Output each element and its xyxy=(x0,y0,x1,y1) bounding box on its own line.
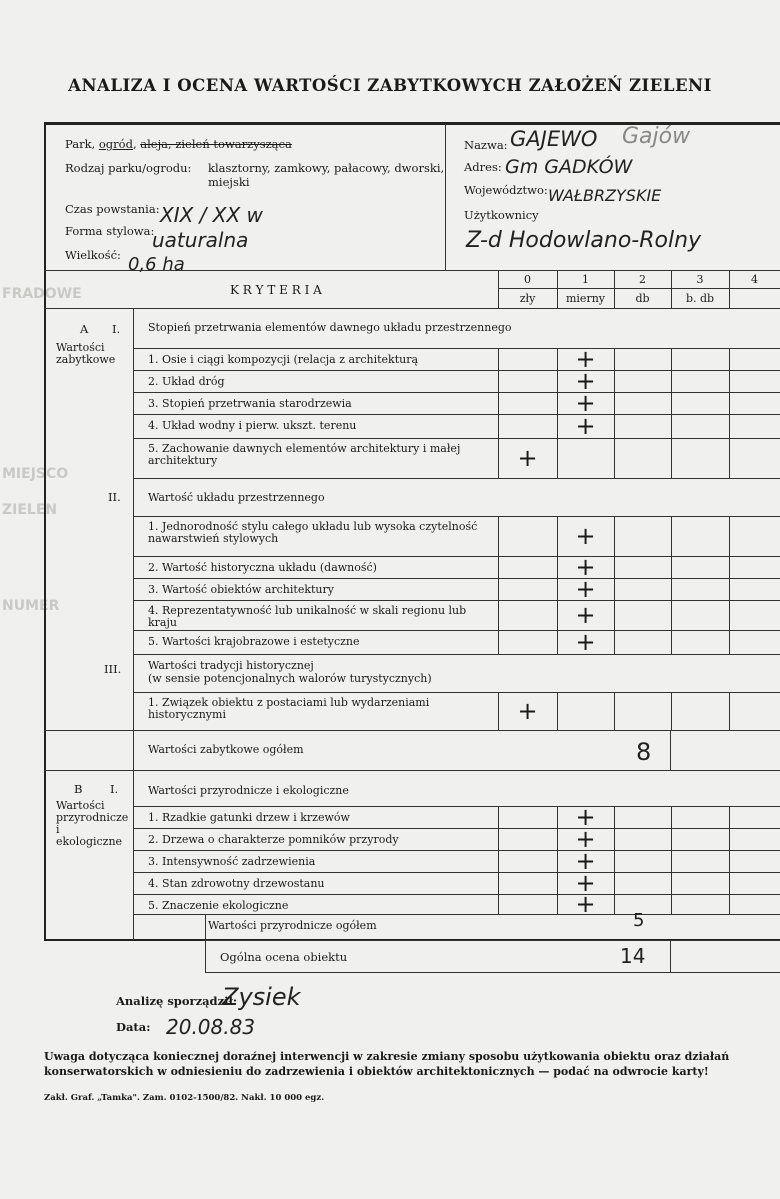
col-line xyxy=(729,600,730,630)
criteria-item: 5. Wartości krajobrazowe i estetyczne xyxy=(148,635,360,648)
col-line xyxy=(729,392,730,414)
check-mark: + xyxy=(575,803,596,831)
col-line xyxy=(498,806,499,828)
col-line xyxy=(729,806,730,828)
row-line xyxy=(133,478,780,479)
col-line xyxy=(614,578,615,600)
forma-label: Forma stylowa: xyxy=(65,224,155,238)
col-line xyxy=(557,516,558,556)
col-line xyxy=(729,438,730,478)
criteria-item: 1. Jednorodność stylu całego układu lub wysoka czytelność nawarstwień stylowych xyxy=(148,520,478,545)
criteria-item: 3. Stopień przetrwania starodrzewia xyxy=(148,397,352,410)
criteria-item: 1. Związek obiektu z postaciami lub wydarzeniami historycznymi xyxy=(148,696,430,721)
col-line xyxy=(498,578,499,600)
rodzaj-options-line1: klasztorny, zamkowy, pałacowy, dworski, xyxy=(208,161,445,175)
col-line xyxy=(671,370,672,392)
group-title: (w sensie potencjonalnych walorów turystycznych) xyxy=(148,672,432,685)
criteria-item: 2. Drzewa o charakterze pomników przyrody xyxy=(148,833,399,846)
col-line xyxy=(614,438,615,478)
col-line xyxy=(671,850,672,872)
col-line xyxy=(557,894,558,914)
row-line xyxy=(133,654,780,655)
criteria-item: 3. Wartość obiektów architektury xyxy=(148,583,334,596)
adres-value: Gm GADKÓW xyxy=(505,156,633,178)
col-line xyxy=(498,370,499,392)
nazwa-label: Nazwa: xyxy=(464,138,508,152)
col-line xyxy=(614,516,615,556)
col-line xyxy=(614,872,615,894)
date-value: 20.08.83 xyxy=(166,1015,256,1039)
row-line xyxy=(133,392,780,393)
czas-label: Czas powstania: xyxy=(65,202,160,216)
check-mark: + xyxy=(517,444,538,472)
col-2-num: 2 xyxy=(639,273,646,286)
row-line xyxy=(133,872,780,873)
group-title: Stopień przetrwania elementów dawnego układu przestrzennego xyxy=(148,321,512,334)
col-line xyxy=(671,556,672,578)
rodzaj-label: Rodzaj parku/ogrodu: xyxy=(65,161,192,175)
col-line xyxy=(557,556,558,578)
col-2-label: db xyxy=(635,292,650,305)
col-line xyxy=(498,894,499,914)
wojewodztwo-label: Województwo: xyxy=(464,183,548,197)
col-line xyxy=(614,828,615,850)
col-3-label: b. db xyxy=(685,292,715,305)
wielkosc-label: Wielkość: xyxy=(65,248,121,262)
criteria-item: 4. Reprezentatywność lub unikalność w skali regionu lub kraju xyxy=(148,604,467,629)
check-mark: + xyxy=(575,628,596,656)
col-line xyxy=(498,630,499,654)
criteria-item: 1. Osie i ciągi kompozycji (relacja z architekturą xyxy=(148,353,419,366)
date-label: Data: xyxy=(116,1020,151,1034)
col-line xyxy=(557,578,558,600)
section-b-title: Wartości przyrodnicze i ekologiczne xyxy=(56,799,129,848)
analysis-signature: Zysiek xyxy=(222,983,301,1011)
col-line xyxy=(557,806,558,828)
col-line xyxy=(614,850,615,872)
check-mark: + xyxy=(575,601,596,629)
check-mark: + xyxy=(575,345,596,373)
section-b-main: B xyxy=(74,782,83,796)
section-a-title: Wartości zabytkowe xyxy=(56,341,116,366)
row-line xyxy=(133,414,780,415)
col-line xyxy=(729,556,730,578)
col-line xyxy=(671,578,672,600)
criteria-item: 3. Intensywność zadrzewienia xyxy=(148,855,316,868)
group-title: Wartość układu przestrzennego xyxy=(148,491,325,504)
col-line xyxy=(557,438,558,478)
row-line xyxy=(133,438,780,439)
col-1-label: mierny xyxy=(565,292,605,305)
col-line xyxy=(498,392,499,414)
col-line xyxy=(671,872,672,894)
col-line xyxy=(614,894,615,914)
analysis-label: Analizę sporządził: xyxy=(116,994,238,1008)
col-line xyxy=(614,370,615,392)
section-a-main: A xyxy=(80,322,89,336)
park-label: Park, ogród, aleja, zieleń towarzysząca xyxy=(65,137,292,151)
col-line xyxy=(729,414,730,438)
col-line xyxy=(729,370,730,392)
col-0-label: zły xyxy=(519,292,536,305)
page-title: ANALIZA I OCENA WARTOŚCI ZABYTKOWYCH ZAŁOŻEŃ ZIELENI xyxy=(68,76,712,95)
check-mark: + xyxy=(575,575,596,603)
criteria-item: 1. Rzadkie gatunki drzew i krzewów xyxy=(148,811,350,824)
col-line xyxy=(498,692,499,730)
row-line xyxy=(133,914,780,915)
col-4-num: 4 xyxy=(751,273,758,286)
section-b-roman: I. xyxy=(110,782,119,796)
col-line xyxy=(729,516,730,556)
criteria-header-bottom xyxy=(44,308,780,309)
criteria-item: 2. Układ dróg xyxy=(148,375,225,388)
row-line xyxy=(133,370,780,371)
col-line xyxy=(498,556,499,578)
check-mark: + xyxy=(575,553,596,581)
col-line xyxy=(557,414,558,438)
criteria-item: 4. Stan zdrowotny drzewostanu xyxy=(148,877,325,890)
section-label-divider xyxy=(133,308,134,940)
col-line xyxy=(498,414,499,438)
row-line xyxy=(133,692,780,693)
col-line xyxy=(557,872,558,894)
print-info: Zakł. Graf. „Tamka". Zam. 0102-1500/82. Nakł. 10 000 egz. xyxy=(44,1093,325,1103)
section-b-top-line xyxy=(44,770,780,771)
col-line xyxy=(498,850,499,872)
check-mark: + xyxy=(575,389,596,417)
criteria-item: 4. Układ wodny i pierw. ukszt. terenu xyxy=(148,419,357,432)
wielkosc-value: 0,6 ha xyxy=(128,254,185,275)
total-label: Wartości zabytkowe ogółem xyxy=(148,743,304,756)
col-line xyxy=(729,850,730,872)
col-line xyxy=(498,828,499,850)
col-line xyxy=(729,348,730,370)
criteria-title: K R Y T E R I A xyxy=(230,283,322,297)
total-value: 8 xyxy=(636,738,652,766)
col-line xyxy=(614,600,615,630)
rodzaj-options-line2: miejski xyxy=(208,175,250,189)
check-mark: + xyxy=(575,869,596,897)
check-mark: + xyxy=(575,825,596,853)
warning-note: Uwaga dotycząca koniecznej doraźnej interwencji w zakresie zmiany sposobu użytkowania obiektu oraz działań konserwatorskich w odniesieniu do zadrzewienia i obiektów architektonicznych — podać na odwrocie karty! xyxy=(44,1050,730,1078)
col-line xyxy=(614,556,615,578)
col-line xyxy=(498,438,499,478)
col-line xyxy=(614,692,615,730)
col-line xyxy=(729,692,730,730)
col-0-num: 0 xyxy=(524,273,531,286)
uzytkownicy-value: Z-d Hodowlano-Rolny xyxy=(466,228,702,253)
header-mid-line xyxy=(498,288,780,289)
section-a-group3-roman: III. xyxy=(104,662,122,676)
overall-left-line xyxy=(205,940,206,972)
check-mark: + xyxy=(575,522,596,550)
check-mark: + xyxy=(517,697,538,725)
rodzaj-options xyxy=(208,161,444,189)
overall-label: Ogólna ocena obiektu xyxy=(220,950,348,964)
row-line xyxy=(133,894,780,895)
col-line xyxy=(671,894,672,914)
ghost-text: NUMER xyxy=(2,598,60,614)
col-line xyxy=(729,578,730,600)
col-line xyxy=(557,392,558,414)
col-line xyxy=(671,516,672,556)
row-line xyxy=(133,806,780,807)
adres-label: Adres: xyxy=(464,160,502,174)
col-line xyxy=(671,438,672,478)
check-mark: + xyxy=(575,412,596,440)
overall-bottom-line xyxy=(205,972,780,973)
col-line xyxy=(614,630,615,654)
col-line xyxy=(671,348,672,370)
col-line xyxy=(557,370,558,392)
col-line xyxy=(498,516,499,556)
col-line xyxy=(729,828,730,850)
ghost-text: FRADOWE xyxy=(2,286,82,302)
col-line xyxy=(557,600,558,630)
overall-top-line xyxy=(205,940,780,941)
group-title: Wartości przyrodnicze i ekologiczne xyxy=(148,784,349,797)
czas-value: XIX / XX w xyxy=(160,203,263,227)
col-1-num: 1 xyxy=(582,273,589,286)
row-line xyxy=(133,850,780,851)
col-line xyxy=(729,872,730,894)
col-line xyxy=(557,692,558,730)
forma-value: uaturalna xyxy=(152,228,249,252)
row-line xyxy=(133,828,780,829)
nazwa-pencil: Gajów xyxy=(622,124,691,149)
col-3-num: 3 xyxy=(696,273,704,286)
col-line xyxy=(498,348,499,370)
check-mark: + xyxy=(575,890,596,918)
col-line xyxy=(498,872,499,894)
col-line xyxy=(614,806,615,828)
criteria-item: 5. Zachowanie dawnych elementów architektury i małej architektury xyxy=(148,442,461,467)
col-line xyxy=(671,692,672,730)
row-line xyxy=(133,600,780,601)
col-line xyxy=(671,414,672,438)
overall-right-line xyxy=(670,940,671,972)
col-line xyxy=(671,392,672,414)
col-line xyxy=(557,850,558,872)
group-title: Wartości tradycji historycznej xyxy=(148,659,314,672)
total-label: Wartości przyrodnicze ogółem xyxy=(208,919,377,932)
criteria-item: 5. Znaczenie ekologiczne xyxy=(148,899,289,912)
col-line xyxy=(614,348,615,370)
section-a-roman: I. xyxy=(112,322,121,336)
total-value: 5 xyxy=(633,910,645,931)
col-line xyxy=(205,914,206,940)
header-divider xyxy=(445,124,446,270)
col-line xyxy=(670,730,671,770)
uzytkownicy-label: Użytkownicy xyxy=(464,208,539,222)
wojewodztwo-value: WAŁBRZYSKIE xyxy=(548,186,662,205)
ghost-text: ZIELEN xyxy=(2,502,58,518)
check-mark: + xyxy=(575,367,596,395)
col-line xyxy=(614,392,615,414)
col-line xyxy=(557,348,558,370)
col-line xyxy=(729,630,730,654)
col-line xyxy=(671,806,672,828)
row-line xyxy=(133,348,780,349)
col-line xyxy=(671,600,672,630)
col-line xyxy=(729,894,730,914)
row-line xyxy=(133,578,780,579)
nazwa-value: GAJEWO xyxy=(510,127,598,151)
criteria-item: 2. Wartość historyczna układu (dawność) xyxy=(148,561,377,574)
col-line xyxy=(557,828,558,850)
ghost-text: MIEJSCO xyxy=(2,466,69,482)
col-line xyxy=(498,600,499,630)
col-line xyxy=(671,828,672,850)
col-line xyxy=(671,630,672,654)
row-line xyxy=(133,630,780,631)
section-a-group2-roman: II. xyxy=(108,490,121,504)
row-line xyxy=(133,516,780,517)
check-mark: + xyxy=(575,847,596,875)
col-line xyxy=(557,630,558,654)
overall-value: 14 xyxy=(620,944,646,968)
col-line xyxy=(614,414,615,438)
row-line xyxy=(133,556,780,557)
